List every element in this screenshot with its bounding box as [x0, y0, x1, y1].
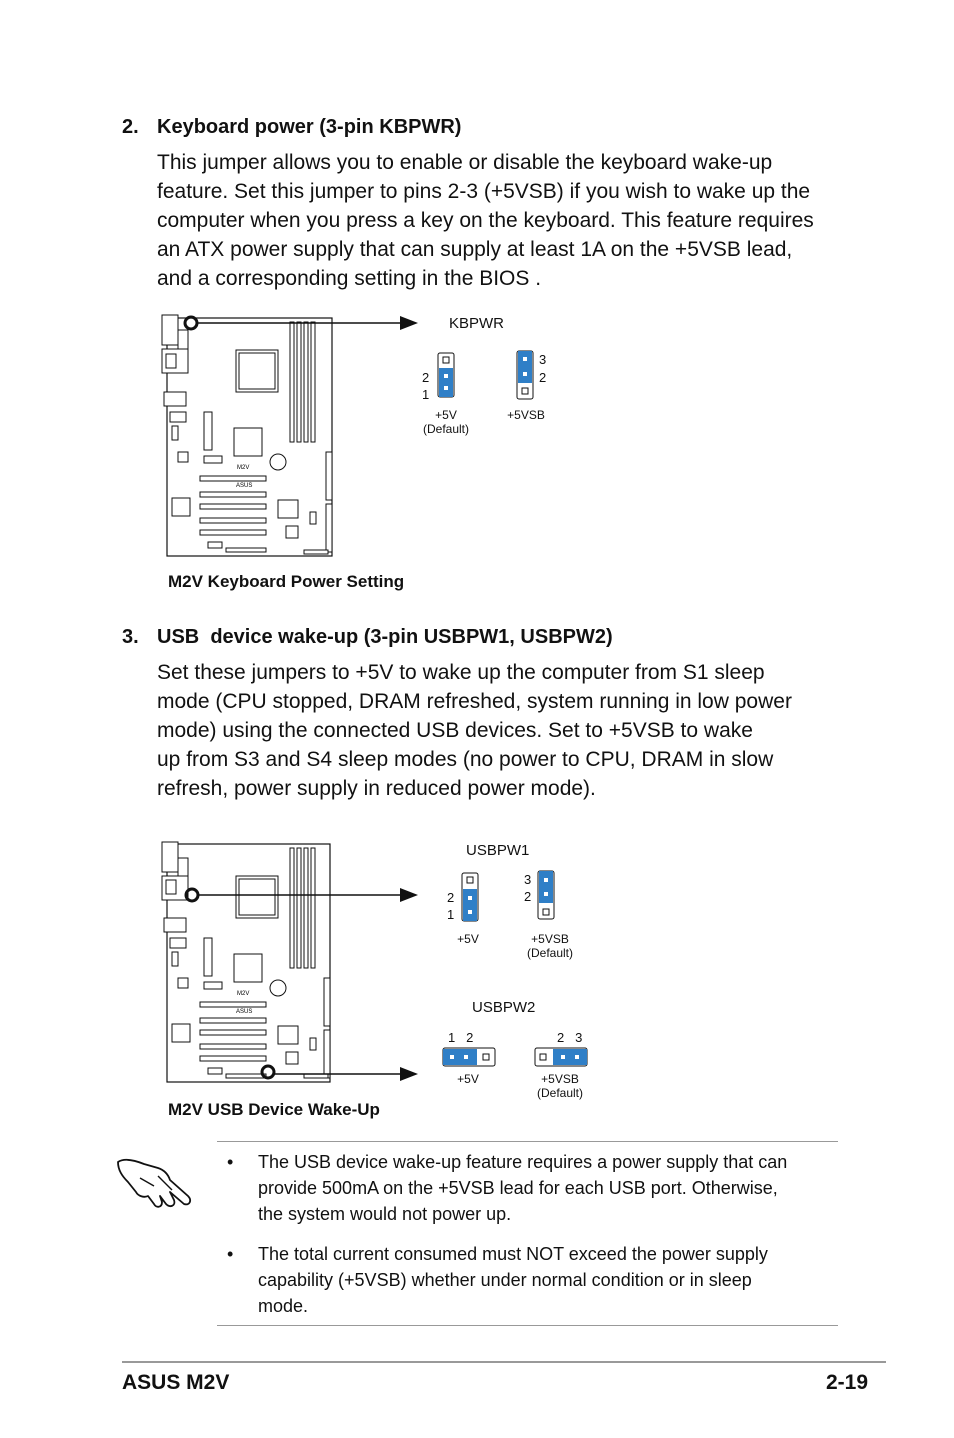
note-line: capability (+5VSB) whether under normal condition or in sleep: [258, 1270, 752, 1290]
paragraph-line: up from S3 and S4 sleep modes (no power to CPU, DRAM in slow: [157, 748, 774, 771]
paragraph-line: mode (CPU stopped, DRAM refreshed, system running in low power: [157, 690, 792, 713]
pin-number: 2: [422, 370, 430, 385]
usbpw1-5v-label: +5V: [457, 932, 479, 946]
usbpw2-5v-label: +5V: [457, 1072, 479, 1086]
setting-label: +5V: [435, 408, 457, 422]
paragraph-line: Set these jumpers to +5V to wake up the computer from S1 sleep: [157, 661, 765, 684]
pin-number: 3: [539, 352, 547, 367]
footer-page-number: 2-19: [826, 1371, 869, 1394]
default-label: (Default): [526, 946, 573, 960]
pin-number: 2: [539, 370, 547, 385]
note-line: provide 500mA on the +5VSB lead for each USB port. Otherwise,: [258, 1178, 778, 1198]
section-2-title: Keyboard power (3-pin KBPWR): [157, 116, 462, 138]
figure-caption-1: M2V Keyboard Power Setting: [168, 572, 405, 591]
usbpw1-jumper-5vsb: [536, 870, 556, 922]
paragraph-line: and a corresponding setting in the BIOS .: [157, 267, 542, 290]
default-label: (Default): [536, 1086, 583, 1100]
setting-label: +5VSB: [531, 932, 569, 946]
kbpwr-jumper-5v: [436, 352, 456, 400]
board-label: M2V: [237, 991, 250, 997]
kbpwr-label: KBPWR: [449, 315, 505, 332]
usbpw1-5vsb-label: [518, 932, 582, 960]
pin-number: 3: [524, 872, 532, 887]
pin-number: 1: [447, 907, 455, 922]
note-line: The total current consumed must NOT exceed the power supply: [258, 1244, 768, 1264]
paragraph-line: mode) using the connected USB devices. Set to +5VSB to wake: [157, 719, 753, 742]
section-3-paragraph: [157, 658, 792, 803]
footer-rule: [122, 1361, 886, 1363]
note-item-1: [258, 1149, 787, 1227]
paragraph-line: This jumper allows you to enable or disable the keyboard wake-up: [157, 151, 773, 174]
note-bottom-rule: [217, 1325, 838, 1326]
pin-number: 2: [447, 890, 455, 905]
note-item-2: [258, 1241, 768, 1319]
motherboard-diagram-2: [160, 840, 340, 1090]
paragraph-line: feature. Set this jumper to pins 2-3 (+5VSB) if you wish to wake up the: [157, 180, 811, 203]
note-line: mode.: [258, 1296, 309, 1316]
pin-number: 1: [422, 387, 430, 402]
board-logo: ASUS: [236, 1009, 253, 1015]
usbpw1-label: USBPW1: [466, 842, 530, 859]
setting-label: +5VSB: [541, 1072, 579, 1086]
usbpw2-label: USBPW2: [472, 999, 536, 1016]
note-bullet: •: [227, 1152, 234, 1172]
kbpwr-5vsb-label: +5VSB: [507, 408, 545, 422]
board-logo: ASUS: [236, 483, 253, 489]
usbpw2-5vsb-label: [528, 1072, 592, 1100]
pin-numbers: 2 3: [557, 1030, 583, 1045]
usbpw2-jumper-5v: [442, 1046, 498, 1068]
note-top-rule: [217, 1141, 838, 1142]
board-label: M2V: [237, 465, 250, 471]
paragraph-line: computer when you press a key on the keyboard. This feature requires: [157, 209, 814, 232]
pin-number: 2: [524, 889, 532, 904]
paragraph-line: an ATX power supply that can supply at least 1A on the +5VSB lead,: [157, 238, 793, 261]
paragraph-line: refresh, power supply in reduced power mode).: [157, 777, 596, 800]
motherboard-diagram-1: [160, 312, 340, 562]
figure-caption-2: M2V USB Device Wake-Up: [168, 1100, 380, 1119]
pin-numbers: 1 2: [448, 1030, 474, 1045]
section-3-title: USB device wake-up (3-pin USBPW1, USBPW2): [157, 626, 613, 648]
section-3-number: 3.: [122, 626, 139, 648]
kbpwr-5v-label: [414, 408, 478, 436]
note-line: the system would not power up.: [258, 1204, 512, 1224]
note-bullet: •: [227, 1244, 234, 1264]
section-2-number: 2.: [122, 116, 139, 138]
note-line: The USB device wake-up feature requires a power supply that can: [258, 1152, 788, 1172]
section-2-paragraph: [157, 148, 814, 293]
default-label: (Default): [422, 422, 469, 436]
kbpwr-jumper-5vsb: [515, 350, 535, 402]
usbpw2-jumper-5vsb: [533, 1046, 589, 1068]
hand-pointing-icon: [114, 1152, 194, 1210]
footer-product: ASUS M2V: [122, 1371, 230, 1394]
usbpw1-jumper-5v: [460, 872, 480, 924]
